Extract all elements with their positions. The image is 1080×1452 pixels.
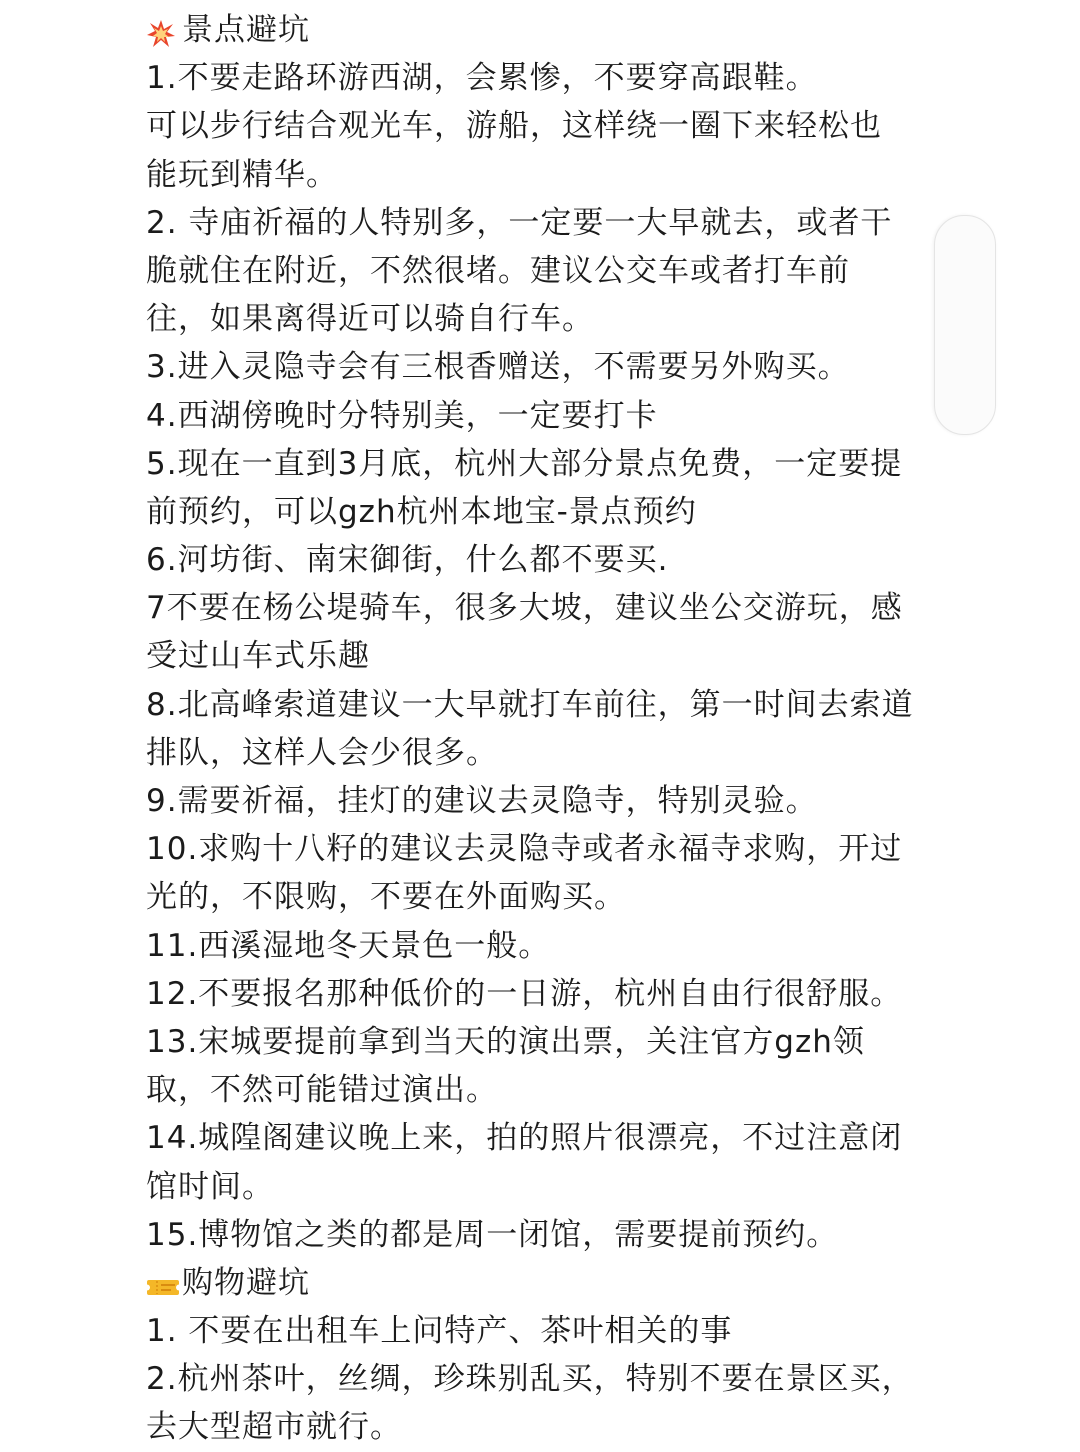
- text-line: 5.现在一直到3月底，杭州大部分景点免费，一定要提: [146, 445, 903, 482]
- text-line: 14.城隍阁建议晚上来，拍的照片很漂亮，不过注意闭: [146, 1120, 903, 1157]
- text-line: 馆时间。: [146, 1168, 274, 1205]
- text-line: 去大型超市就行。: [146, 1409, 402, 1446]
- section-heading-text: 购物避坑: [182, 1264, 310, 1301]
- text-line: 光的，不限购，不要在外面购买。: [146, 879, 626, 916]
- section-heading-attractions: [146, 6, 946, 54]
- text-line: 能玩到精华。: [146, 156, 338, 193]
- collision-icon: [146, 15, 176, 45]
- text-line: 11.西溪湿地冬天景色一般。: [146, 927, 551, 964]
- text-line: 6.河坊街、南宋御街，什么都不要买.: [146, 542, 669, 579]
- text-line: 9.需要祈福，挂灯的建议去灵隐寺，特别灵验。: [146, 783, 818, 819]
- text-line: 排队，这样人会少很多。: [146, 734, 498, 771]
- text-line: 取，不然可能错过演出。: [146, 1072, 498, 1109]
- text-line: 10.求购十八籽的建议去灵隐寺或者永福寺求购，开过: [146, 831, 903, 868]
- text-line: 4.西湖傍晚时分特别美，一定要打卡: [146, 397, 658, 434]
- text-line: 7不要在杨公堤骑车，很多大坡，建议坐公交游玩，感: [146, 590, 903, 627]
- section-heading-text: 景点避坑: [182, 12, 310, 48]
- text-line: 12.不要报名那种低价的一日游，杭州自由行很舒服。: [146, 975, 903, 1012]
- text-line: 2. 寺庙祈福的人特别多，一定要一大早就去，或者干: [146, 204, 893, 241]
- text-line: 脆就住在附近，不然很堵。建议公交车或者打车前: [146, 252, 850, 289]
- text-line: 2.杭州茶叶，丝绸，珍珠别乱买，特别不要在景区买，: [146, 1361, 914, 1398]
- text-line: 1. 不要在出租车上问特产、茶叶相关的事: [146, 1313, 733, 1350]
- text-line: 受过山车式乐趣: [146, 638, 370, 675]
- side-scroll-handle[interactable]: [934, 215, 996, 435]
- text-line: 3.进入灵隐寺会有三根香赠送，不需要另外购买。: [146, 349, 850, 386]
- text-line: 1.不要走路环游西湖，会累惨，不要穿高跟鞋。: [146, 60, 818, 97]
- text-line: 15.博物馆之类的都是周一闭馆，需要提前预约。: [146, 1216, 839, 1253]
- note-content: [146, 6, 946, 1452]
- text-line: 前预约，可以gzh杭州本地宝-景点预约: [146, 493, 697, 530]
- section-heading-shopping: [146, 1259, 946, 1307]
- text-line: 8.北高峰索道建议一大早就打车前往，第一时间去索道: [146, 686, 914, 723]
- ticket-icon: [146, 1268, 176, 1298]
- text-line: 可以步行结合观光车，游船，这样绕一圈下来轻松也: [146, 108, 882, 145]
- text-line: 往，如果离得近可以骑自行车。: [146, 301, 594, 338]
- text-line: 13.宋城要提前拿到当天的演出票，关注官方gzh领: [146, 1023, 865, 1060]
